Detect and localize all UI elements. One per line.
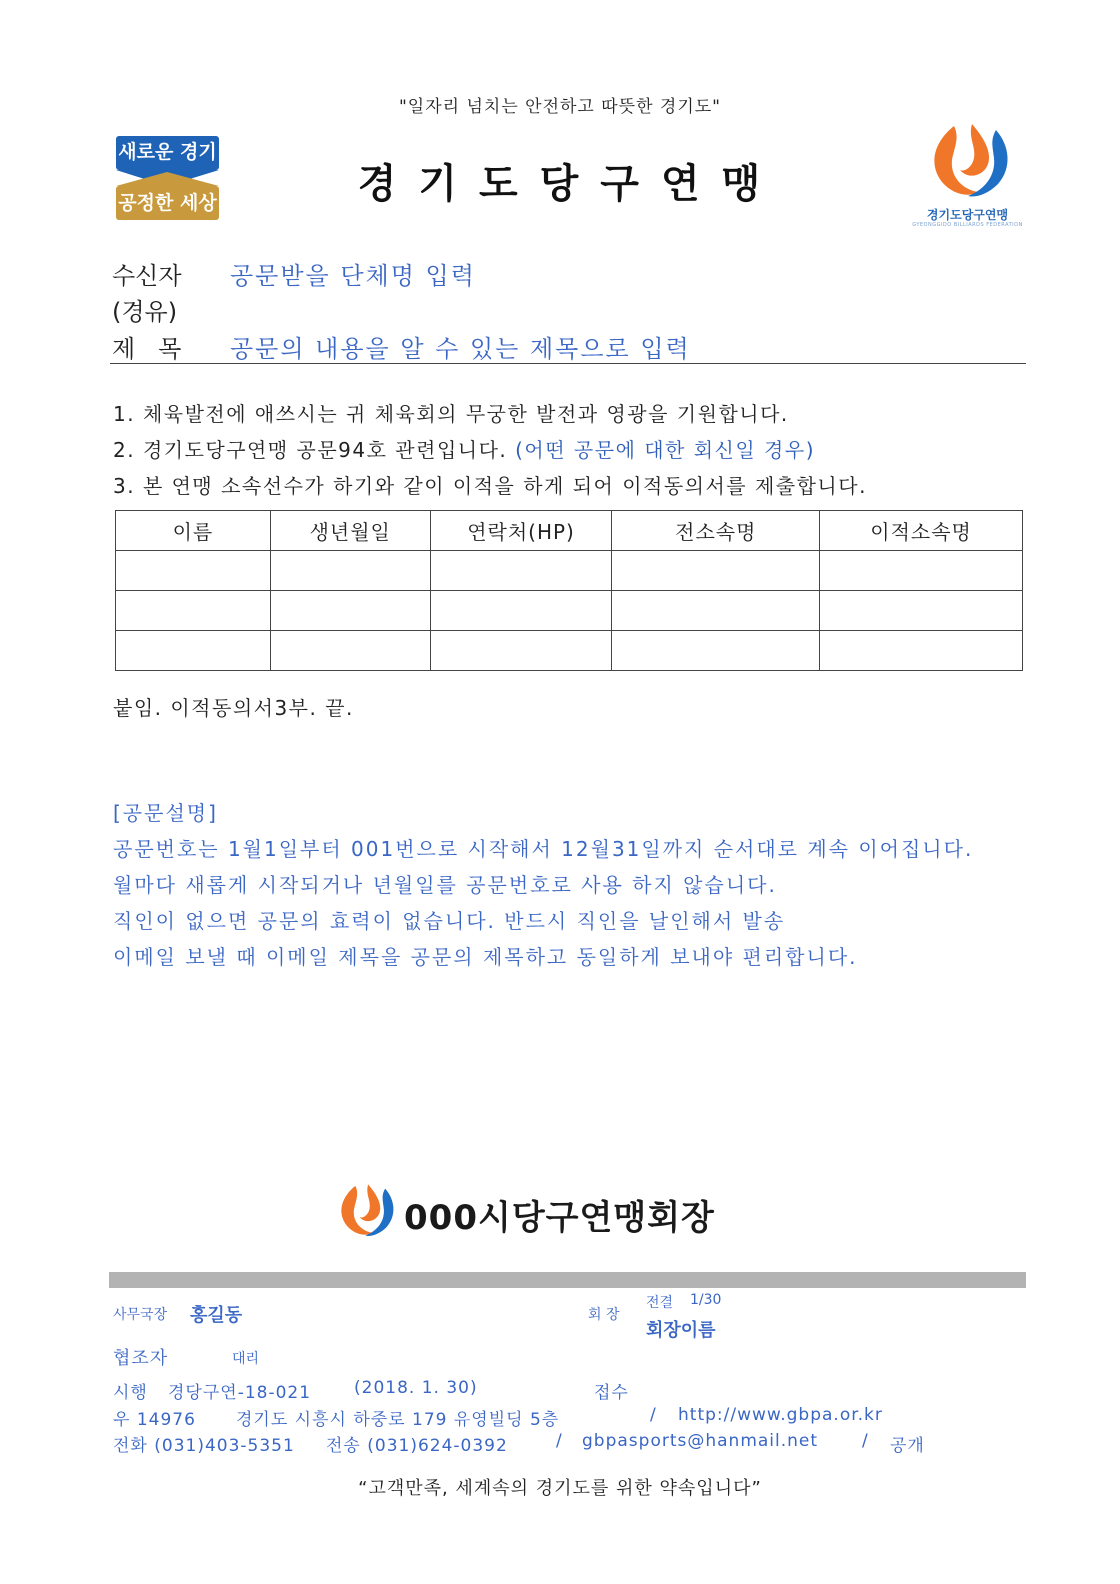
closing-slogan: “고객만족, 세계속의 경기도를 위한 약속입니다” [358,1478,762,1499]
recipient-value: 공문받을 단체명 입력 [230,262,476,290]
table-header-cell: 이름 [116,511,271,551]
separator: / [556,1431,563,1451]
table-header-cell: 이적소속명 [820,511,1023,551]
separator: / [650,1405,657,1425]
body-line-2 [113,434,815,463]
table-cell [430,631,612,671]
phone: 전화 (031)403-5351 [113,1436,295,1456]
fax: 전송 (031)624-0392 [326,1436,508,1456]
document-title: 경기도당구연맹 [357,161,783,207]
table-cell [270,591,430,631]
explanation-line-2: 월마다 새롭게 시작되거나 년월일를 공문번호로 사용 하지 않습니다. [113,873,777,897]
decision-label: 전결 [646,1295,674,1311]
table-row [116,631,1023,671]
receive-label: 접수 [594,1383,629,1403]
table-cell [116,591,271,631]
cooperator-label: 협조자 [113,1348,169,1369]
table-row [116,551,1023,591]
table-cell [270,551,430,591]
proxy-label: 대리 [232,1351,260,1367]
decision-date: 1/30 [690,1292,722,1308]
table-cell [116,631,271,671]
table-cell [820,591,1023,631]
federation-logo-name: 경기도당구연맹 [926,208,1009,222]
table-header-row [116,511,1023,551]
slogan: "일자리 넘치는 안전하고 따뜻한 경기도" [398,97,721,117]
secretary-name: 홍길동 [190,1305,243,1326]
signatory-name: 000시당구연맹회장 [404,1198,715,1238]
subject-label: 제 목 [112,335,182,363]
secretary-label: 사무국장 [113,1307,168,1323]
table-cell [430,591,612,631]
body-line-2-note: (어떤 공문에 대한 회신일 경우) [515,438,815,462]
federation-logo-icon [924,120,1014,200]
website-link[interactable]: http://www.gbpa.or.kr [678,1405,883,1425]
left-logo-top: 새로운 경기 [116,136,219,170]
federation-logo-sub: GYEONGGIDO BILLIARDS FEDERATION [912,222,1023,228]
table-header-cell: 전소속명 [612,511,820,551]
footer-divider-bar [109,1272,1026,1288]
transfer-table [115,510,1023,671]
table-row [116,591,1023,631]
address: 경기도 시흥시 하중로 179 유영빌딩 5층 [236,1410,560,1430]
body-line-3: 3. 본 연맹 소속선수가 하기와 같이 이적을 하게 되어 이적동의서를 제출합니다. [113,474,867,498]
table-cell [612,631,820,671]
table-header-cell: 연락처(HP) [430,511,612,551]
table-cell [820,631,1023,671]
table-cell [430,551,612,591]
signature-logo-icon [334,1180,398,1240]
explanation-line-1: 공문번호는 1월1일부터 001번으로 시작해서 12월31일까지 순서대로 계속 이어집니다. [113,837,974,861]
attachment: 붙임. 이적동의서3부. 끝. [113,696,354,720]
left-logo-divider [116,170,219,186]
table-cell [270,631,430,671]
left-logo-bottom: 공정한 세상 [116,186,219,220]
table-cell [612,591,820,631]
document-date: (2018. 1. 30) [354,1378,478,1398]
explanation-line-4: 이메일 보낼 때 이메일 제목을 공문의 제목하고 동일하게 보내야 편리합니다. [113,945,858,969]
table-cell [116,551,271,591]
subject-value: 공문의 내용을 알 수 있는 제목으로 입력 [230,335,691,363]
table-header-cell: 생년월일 [270,511,430,551]
disclosure-status: 공개 [890,1436,925,1456]
separator: / [862,1431,869,1451]
document-number: 경당구연-18-021 [168,1383,312,1403]
recipient-label: 수신자 [112,262,182,290]
table-cell [820,551,1023,591]
body-line-1: 1. 체육발전에 애쓰시는 귀 체육회의 무궁한 발전과 영광을 기원합니다. [113,402,789,426]
chair-label: 회 장 [588,1307,620,1323]
table-cell [612,551,820,591]
postal-code: 우 14976 [113,1410,196,1430]
via-label: (경유) [112,298,178,326]
chair-name: 회장이름 [646,1320,716,1341]
email-link[interactable]: gbpasports@hanmail.net [582,1431,819,1451]
explanation-heading: [공문설명] [113,801,218,825]
header-divider [110,363,1026,364]
enact-label: 시행 [113,1383,148,1403]
body-line-2-text: 2. 경기도당구연맹 공문94호 관련입니다. [113,438,508,462]
explanation-line-3: 직인이 없으면 공문의 효력이 없습니다. 반드시 직인을 날인해서 발송 [113,909,786,933]
